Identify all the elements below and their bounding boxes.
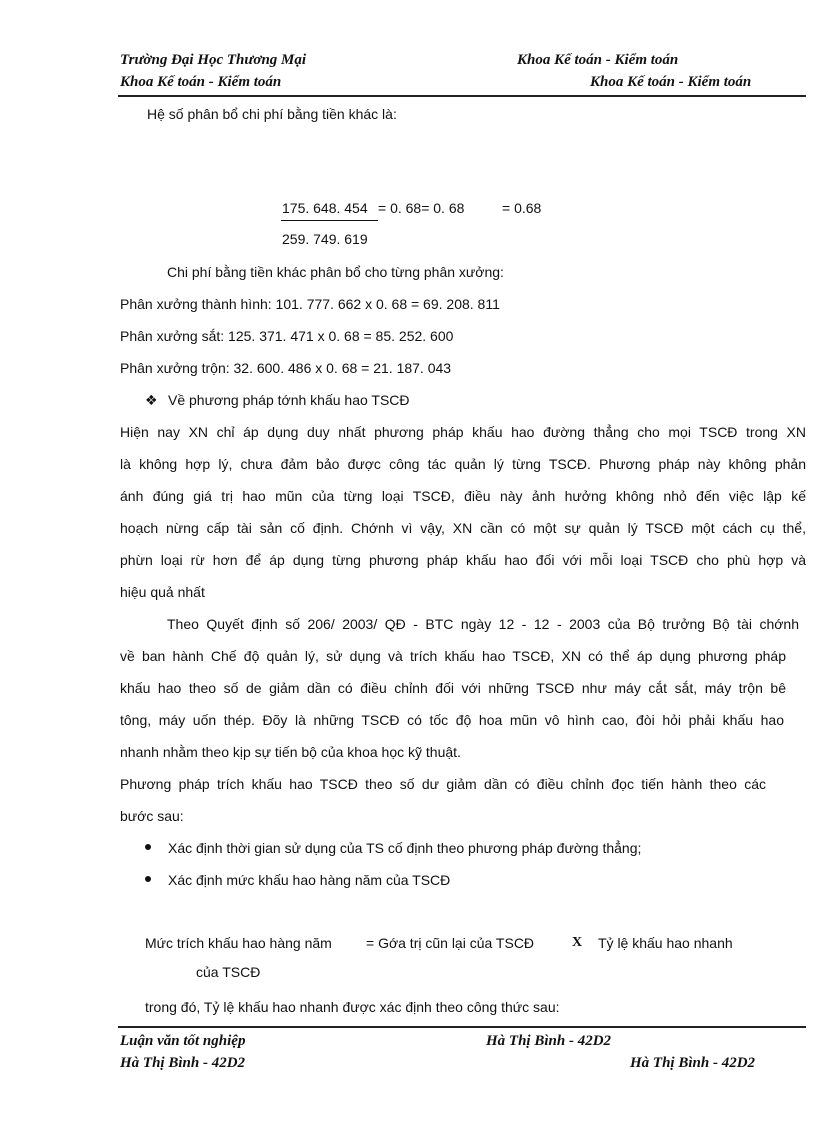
para2-line: nhanh nhằm theo kịp sự tiến bộ của khoa học kỹ thuật. xyxy=(120,744,461,760)
fraction-final: = 0.68 xyxy=(502,200,542,216)
header-rule xyxy=(118,95,806,97)
footer-author-right: Hà Thị Bình - 42D2 xyxy=(630,1055,756,1071)
allocation-title: Chi phí bằng tiền khác phân bổ cho từng phân xưởng: xyxy=(167,264,504,280)
allocation-line: Phân xưởng trộn: 32. 600. 486 x 0. 68 = 21. 187. 043 xyxy=(120,360,452,376)
para3-line: Phương pháp trích khấu hao TSCĐ theo số dư giảm dần có điều chỉnh đọc tiến hành theo các xyxy=(120,776,766,792)
allocation-line: Phân xưởng thành hình: 101. 777. 662 x 0. 68 = 69. 208. 811 xyxy=(120,296,500,312)
para3-line: bước sau: xyxy=(120,808,184,824)
formula-right: Tỷ lệ khấu hao nhanh xyxy=(598,935,733,951)
para1-line: ánh đúng giá trị hao mũn của từng loại TSCĐ, điều này ảnh hưởng không nhỏ đến việc lập kế xyxy=(120,488,806,504)
para2-line: tông, máy uốn thép. Đõy là những TSCĐ có tốc độ hoa mũn vô hình cao, đòi hỏi phải khấu hao xyxy=(120,712,784,728)
bullet-dot-icon xyxy=(145,844,151,850)
footer-author-left: Hà Thị Bình - 42D2 xyxy=(120,1055,246,1071)
para1-line: phừn loại rừ hơn để áp dụng từng phương pháp khấu hao đối với mỗi loại TSCĐ cho phù hợp và xyxy=(120,552,806,568)
para2-line: về ban hành Chế độ quản lý, sử dụng và trích khấu hao TSCĐ, XN có thể áp dụng phương pháp xyxy=(120,648,786,664)
para1-line: là không hợp lý, chưa đảm bảo được công tác quản lý từng TSCĐ. Phương pháp này không phản xyxy=(120,456,806,472)
section-title: Về phương pháp tớnh khấu hao TSCĐ xyxy=(168,392,410,408)
bullet-item: Xác định mức khấu hao hàng năm của TSCĐ xyxy=(168,872,451,888)
formula-left-cont: của TSCĐ xyxy=(196,964,261,980)
header-faculty-left: Khoa Kế toán - Kiểm toán xyxy=(120,74,282,90)
footer-author: Hà Thị Bình - 42D2 xyxy=(486,1033,612,1049)
formula-equals: = Gớa trị cũn lại của TSCĐ xyxy=(366,935,535,951)
bullet-item: Xác định thời gian sử dụng của TS cố định theo phương pháp đường thẳng; xyxy=(168,840,642,856)
allocation-line: Phân xưởng sắt: 125. 371. 471 x 0. 68 = 85. 252. 600 xyxy=(120,328,454,344)
intro-text: Hệ số phân bổ chi phí bằng tiền khác là: xyxy=(147,106,397,122)
fraction-denominator: 259. 749. 619 xyxy=(282,231,368,247)
fraction-bar xyxy=(281,220,378,221)
header-faculty-right: Khoa Kế toán - Kiểm toán xyxy=(590,74,752,90)
header-school: Trường Đại Học Thương Mại xyxy=(120,52,307,68)
para2-line: khấu hao theo số de giảm dần có điều chỉnh đối với những TSCĐ như máy cắt sắt, máy trộn bê xyxy=(120,680,786,696)
fraction-numerator: 175. 648. 454 xyxy=(282,200,368,216)
footer-thesis: Luận văn tốt nghiệp xyxy=(120,1033,246,1049)
header-faculty: Khoa Kế toán - Kiểm toán xyxy=(517,52,679,68)
para2-line: Theo Quyết định số 206/ 2003/ QĐ - BTC ngày 12 - 12 - 2003 của Bộ trưởng Bộ tài chớnh xyxy=(167,616,799,632)
closing-text: trong đó, Tỷ lệ khấu hao nhanh được xác định theo công thức sau: xyxy=(145,999,560,1015)
section-marker-icon: ❖ xyxy=(145,392,158,408)
formula-left: Mức trích khấu hao hàng năm xyxy=(145,935,332,951)
para1-line: Hiện nay XN chỉ áp dụng duy nhất phương pháp khấu hao đường thẳng cho mọi TSCĐ trong XN xyxy=(120,424,806,440)
fraction-result: = 0. 68= 0. 68 xyxy=(378,200,465,216)
formula-times: X xyxy=(572,935,583,950)
bullet-dot-icon xyxy=(145,876,151,882)
para1-line: hoạch nừng cấp tài sản cố định. Chớnh vì vậy, XN cần có một sự quản lý TSCĐ một cách cụ thể, xyxy=(120,520,806,536)
para1-line: hiệu quả nhất xyxy=(120,584,205,600)
footer-rule xyxy=(118,1026,806,1028)
